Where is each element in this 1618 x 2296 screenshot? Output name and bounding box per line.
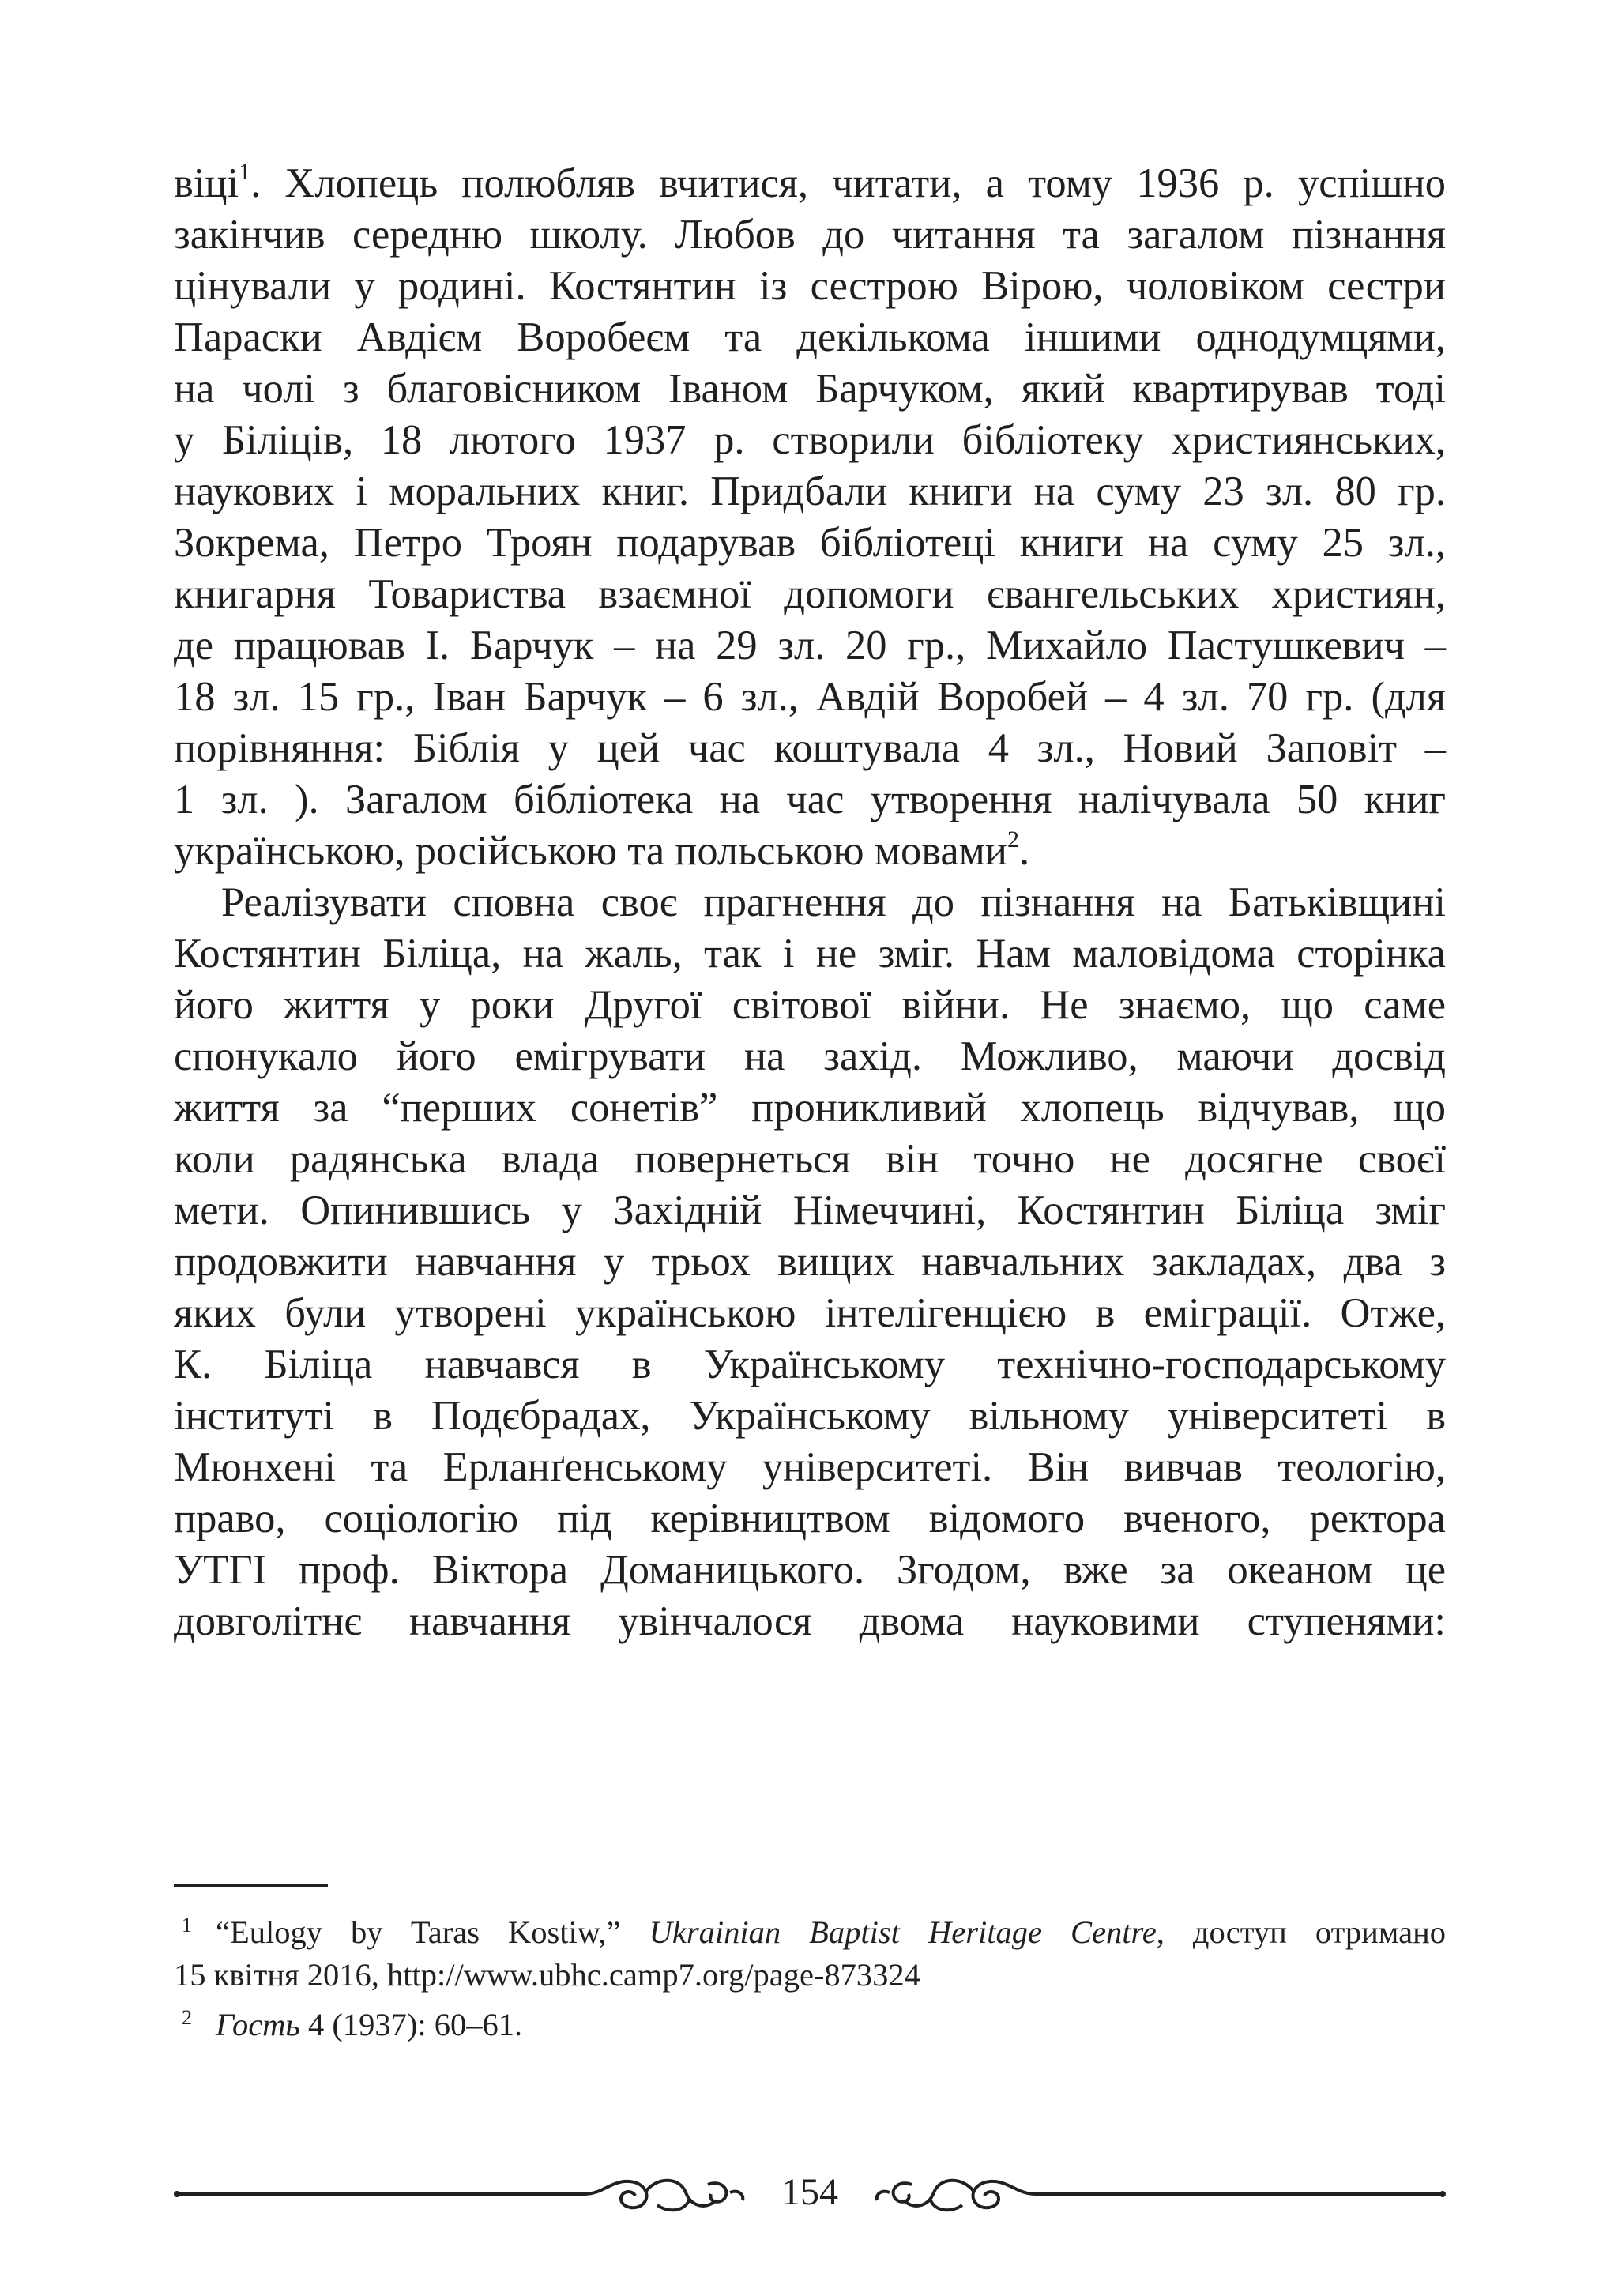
text-line: на чолі з благовісником Іваном Барчуком, який квартирував тоді (174, 366, 1446, 412)
text-line: УТГІ проф. Віктора Доманицького. Згодом, вже за океаном це (174, 1547, 1446, 1593)
text-line: продовжити навчання у трьох вищих навчальних закладах, два з (174, 1239, 1446, 1285)
text-line: порівняння: Біблія у цей час коштувала 4 зл., Новий Заповіт – (174, 725, 1446, 771)
footnote-2: $^2$ Гость 4 (1937): 60–61. (182, 2006, 523, 2042)
text-line: довголітнє навчання увінчалося двома науковими ступенями: (174, 1598, 1446, 1644)
footnote-number: 2 (182, 2006, 192, 2029)
page-footer (174, 2161, 1446, 2224)
page-number: 154 (781, 2171, 838, 2213)
paragraph-2 (174, 877, 1446, 1647)
footnote-ref-2[interactable]: 2 (1007, 826, 1019, 853)
text-line: спонукало його емігрувати на захід. Можливо, маючи досвід (174, 1033, 1446, 1079)
text-line: коли радянська влада повернеться він точно не досягне своєї (174, 1136, 1446, 1182)
text-line: яких були утворені українською інтелігенцією в еміграції. Отже, (174, 1290, 1446, 1336)
footnote-separator (174, 1884, 328, 1887)
text-line: Параски Авдієм Воробеєм та декількома іншими однодумцями, (174, 314, 1446, 360)
text-line: 1 зл. ). Загалом бібліотека на час утворення налічувала 50 книг (174, 777, 1446, 822)
text-line: де працював І. Барчук – на 29 зл. 20 гр., Михайло Пастушкевич – (174, 623, 1446, 668)
text-line: інституті в Подєбрадах, Українському вільному університеті в (174, 1393, 1446, 1439)
text-line: 18 зл. 15 гр., Іван Барчук – 6 зл., Авдій Воробей – 4 зл. 70 гр. (для (174, 674, 1446, 720)
text-line: українською, російською та польською мовами$^2$. (174, 826, 1030, 874)
text-line: Мюнхені та Ерланґенському університеті. Він вивчав теологію, (174, 1444, 1446, 1490)
main-text (174, 158, 1446, 1647)
footnote-line: $^1$ “Eulogy by Taras Kostiw,” Ukrainian Baptist Heritage Centre, доступ отримано (182, 1914, 1447, 1950)
text-line: право, соціологію під керівництвом відомого вченого, ректора (174, 1496, 1446, 1541)
text-line: у Біліців, 18 лютого 1937 р. створили бібліотеку християнських, (174, 417, 1446, 463)
paragraph-1 (174, 158, 1446, 877)
text-line: К. Біліца навчався в Українському технічно-господарському (174, 1342, 1446, 1387)
text-line: віці$^1$. Хлопець полюбляв вчитися, читати, а тому 1936 р. успішно (174, 159, 1446, 206)
footnote-title: Гость (216, 2007, 300, 2042)
text-line: наукових і моральних книг. Придбали книги на суму 23 зл. 80 гр. (174, 469, 1446, 514)
text-line: мети. Опинившись у Західній Німеччині, Костянтин Біліца зміг (174, 1188, 1446, 1233)
footnote-link-line[interactable]: 15 квітня 2016, http://www.ubhc.camp7.org/page-873324 (174, 1957, 920, 1993)
text-line: Реалізувати сповна своє прагнення до пізнання на Батьківщині (221, 879, 1446, 925)
footnote-title: Ukrainian Baptist Heritage Centre (649, 1914, 1157, 1950)
text-line: цінували у родині. Костянтин із сестрою Вірою, чоловіком сестри (174, 263, 1446, 309)
text-line: його життя у роки Другої світової війни. Не знаємо, що саме (174, 982, 1446, 1028)
text-line: Костянтин Біліца, на жаль, так і не зміг. Нам маловідома сторінка (174, 931, 1446, 977)
text-line: закінчив середню школу. Любов до читання та загалом пізнання (174, 212, 1446, 258)
footnote-number: 1 (182, 1914, 192, 1937)
footnotes (174, 1904, 1446, 2046)
footnote-ref-1[interactable]: 1 (239, 159, 251, 185)
text-line: книгарня Товариства взаємної допомоги євангельських християн, (174, 571, 1446, 617)
footnote-1 (174, 1904, 1446, 1997)
text-line: Зокрема, Петро Троян подарував бібліотеці книги на суму 25 зл., (174, 520, 1446, 566)
text-line: життя за “перших сонетів” проникливий хлопець відчував, що (174, 1085, 1446, 1131)
